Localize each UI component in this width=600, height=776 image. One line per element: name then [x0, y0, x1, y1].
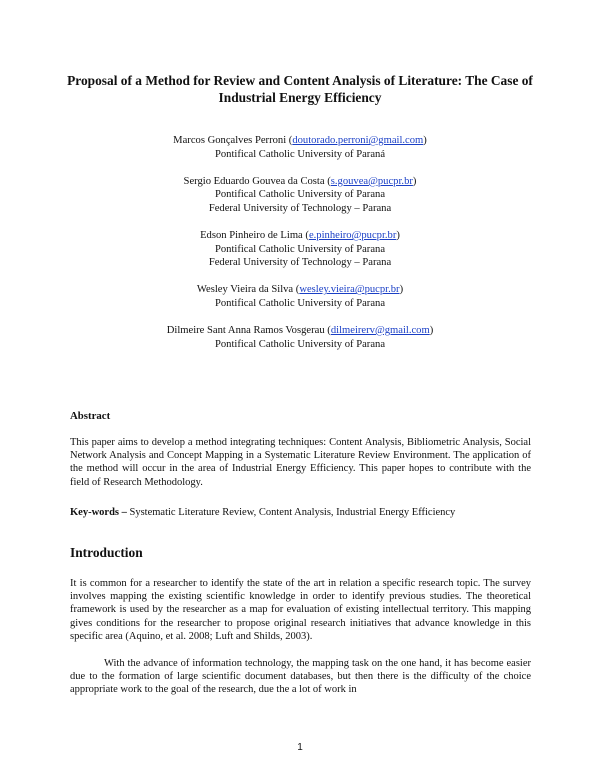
introduction-paragraph-2: With the advance of information technology, the mapping task on the one hand, it has become easier due to the formation of large scientific document databases, but then there is the difficulty of the choice appropriate work to the goal of the research, due the a lot of work in [70, 658, 531, 696]
author-block [60, 283, 540, 310]
author-name: Sergio Eduardo Gouvea da Costa [183, 175, 325, 187]
author-email-link[interactable]: e.pinheiro@pucpr.br [308, 229, 397, 241]
author-block [60, 175, 540, 216]
author-block [60, 229, 540, 270]
author-email-link[interactable]: dilmeirerv@gmail.com [330, 324, 430, 336]
author-affiliation: Federal University of Technology – Parana [208, 257, 392, 269]
author-email-link[interactable]: doutorado.perroni@gmail.com [292, 135, 424, 146]
author-affiliation: Pontifical Catholic University of Parana [214, 189, 386, 201]
author-affiliation: Pontifical Catholic University of Paraná [214, 148, 386, 160]
author-affiliation: Pontifical Catholic University of Parana [214, 338, 386, 350]
author-line: Wesley Vieira da Silva (wesley.vieira@pucpr.br) [196, 284, 404, 296]
abstract-text: This paper aims to develop a method integrating techniques: Content Analysis, Bibliometric Analysis, Social Network Analysis and Concept Mapping in a Systematic Literature Review Environment. The application of the method will occur in the area of Industrial Energy Efficiency. This paper hopes to contribute with the field of Research Methodology. [70, 437, 531, 488]
keywords-text: Systematic Literature Review, Content Analysis, Industrial Energy Efficiency [129, 507, 456, 518]
author-line: Edson Pinheiro de Lima (e.pinheiro@pucpr.br) [200, 229, 400, 241]
author-name: Wesley Vieira da Silva [196, 284, 294, 296]
author-line: Marcos Gonçalves Perroni (doutorado.perroni@gmail.com) [173, 135, 427, 146]
author-name: Marcos Gonçalves Perroni [173, 135, 287, 146]
author-name: Edson Pinheiro de Lima [200, 229, 303, 241]
author-block [60, 324, 540, 351]
author-line: Sergio Eduardo Gouvea da Costa (s.gouvea@pucpr.br) [183, 175, 417, 187]
author-block [60, 134, 540, 161]
author-affiliation: Pontifical Catholic University of Parana [214, 297, 386, 309]
paper-title: Proposal of a Method for Review and Content Analysis of Literature: The Case of Industrial Energy Efficiency [67, 73, 533, 105]
introduction-paragraph-1: It is common for a researcher to identify the state of the art in relation a specific research topic. The survey involves mapping the existing scientific knowledge in order to identify previous studies. The theoretical framework is used by the researcher as a map for evaluation of existing intellectual territory. This mapping gives conditions for the researcher to propose original research initiatives that advance knowledge in this specific area (Aquino, et al. 2008; Luft and Shilds, 2003). [70, 578, 531, 642]
author-line: Dilmeire Sant Anna Ramos Vosgerau (dilmeirerv@gmail.com) [166, 324, 434, 336]
author-list [60, 134, 540, 365]
keywords-line [70, 507, 455, 518]
author-affiliation: Pontifical Catholic University of Parana [214, 243, 386, 255]
author-affiliation: Federal University of Technology – Parana [208, 202, 392, 214]
author-email-link[interactable]: wesley.vieira@pucpr.br [299, 284, 400, 296]
author-name: Dilmeire Sant Anna Ramos Vosgerau [166, 324, 325, 336]
abstract-heading: Abstract [70, 410, 111, 422]
page-number: 1 [297, 742, 303, 753]
author-email-link[interactable]: s.gouvea@pucpr.br [330, 175, 413, 187]
introduction-heading: Introduction [70, 545, 143, 560]
keywords-label: Key-words – [70, 507, 127, 518]
